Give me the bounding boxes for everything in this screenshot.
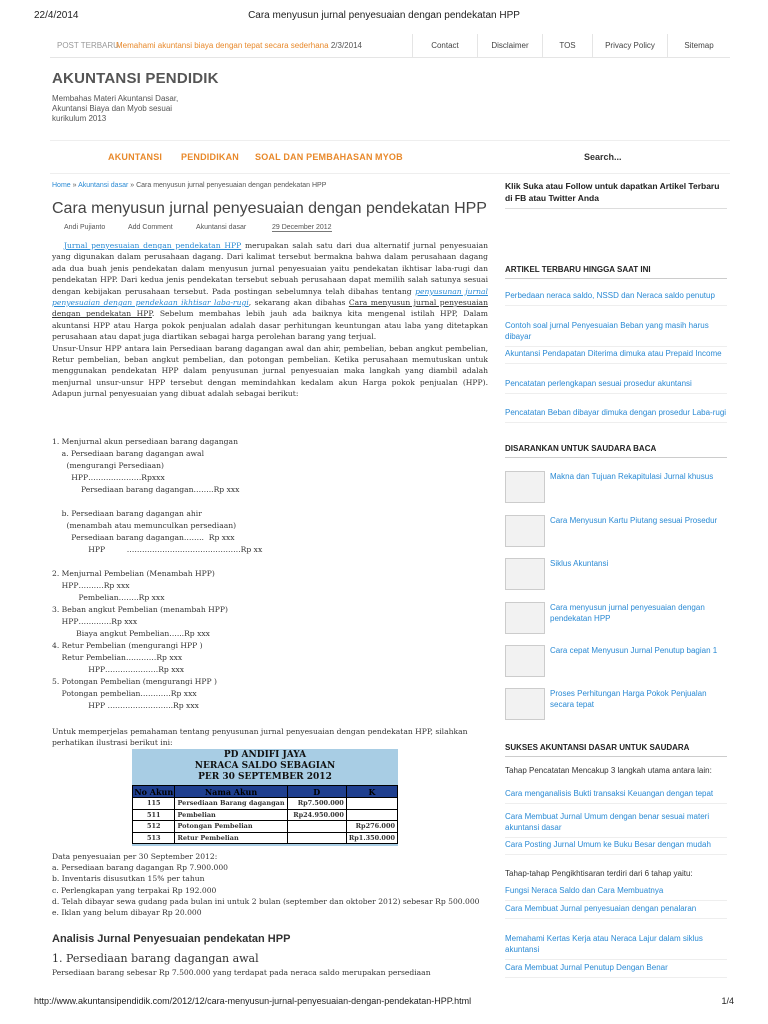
latest-post-label: POST TERBARU (57, 41, 119, 50)
success-link[interactable]: Cara Membuat Jurnal Umum dengan benar sesuai materi akuntansi dasar (505, 811, 727, 838)
latest-post-link[interactable]: Memahami akuntansi biaya dengan tepat secara sederhana 2/3/2014 (116, 41, 362, 50)
recommended-item[interactable]: Cara Menyusun Kartu Piutang sesuai Prosedur (505, 515, 727, 551)
disclaimer-link[interactable]: Disclaimer (477, 34, 542, 58)
thumbnail-image (505, 471, 545, 503)
journal-step-line: 3. Beban angkut Pembelian (menambah HPP) (52, 605, 228, 614)
tb-header-credit: K (346, 786, 397, 798)
journal-step-line: 1. Menjurnal akun persediaan barang dagangan (52, 437, 238, 446)
site-description: Membahas Materi Akuntansi Dasar, Akuntansi Biaya dan Myob sesuai kurikulum 2013 (52, 94, 179, 123)
table-row: 511 Pembelian Rp24.950.000 (133, 809, 398, 821)
journal-step-line: HPP ……………………..Rp xxx (52, 701, 199, 710)
tb-header-debit: D (287, 786, 346, 798)
latest-article-link[interactable]: Akuntansi Pendapatan Diterima dimuka atau Prepaid Income (505, 348, 727, 364)
trial-balance-table (132, 785, 398, 844)
nav-soal-dan-pembahasan[interactable]: SOAL DAN PEMBAHASAN (255, 152, 373, 162)
thumbnail-image (505, 688, 545, 720)
main-nav (50, 140, 730, 174)
breadcrumb-category[interactable]: Akuntansi dasar (78, 182, 129, 189)
recommended-item[interactable]: Cara cepat Menyusun Jurnal Penutup bagian 1 (505, 645, 727, 681)
print-footer (34, 996, 734, 1010)
latest-article-link[interactable]: Pencatatan Beban dibayar dimuka dengan prosedur Laba-rugi (505, 407, 727, 423)
post-date: 29 December 2012 (272, 224, 332, 231)
add-comment-link[interactable]: Add Comment (128, 224, 173, 231)
tos-link[interactable]: TOS (542, 34, 592, 58)
table-row: 115 Persediaan Barang dagangan Rp7.500.000 (133, 798, 398, 810)
recommended-item[interactable]: Makna dan Tujuan Rekapitulasi Jurnal khusus (505, 471, 727, 507)
journal-step-line (52, 496, 262, 508)
success-link[interactable]: Cara menganalisis Bukti transaksi Keuangan dengan tepat (505, 788, 727, 804)
success-link[interactable]: Memahami Kertas Kerja atau Neraca Lajur dalam siklus akuntansi (505, 933, 727, 960)
tb-company: PD ANDIFI JAYA (223, 750, 307, 760)
tb-title: NERACA SALDO SEBAGIAN (194, 761, 336, 771)
journal-step-line: HPP…………………Rpxxx (52, 473, 165, 482)
breadcrumb-current: Cara menyusun jurnal penyesuaian dengan pendekatan HPP (136, 182, 327, 189)
thumbnail-image (505, 602, 545, 634)
tb-header-no: No Akun (134, 786, 174, 797)
thumbnail-image (505, 645, 545, 677)
journal-step-line: HPP ………………………………………Rp xx (52, 545, 263, 554)
success-link[interactable]: Cara Membuat Jurnal Penutup Dengan Benar (505, 962, 727, 978)
hpp-elements-paragraph: Unsur-Unsur HPP antara lain Persediaan barang dagangan awal dan ahir, pembelian, beban angkut pembelian, Retur pembelian, beban angkut pembelian, dan potongan pembelian. Ketika perusahaan memutuskan untuk menggunakan pendekatan HPP dalam penyusunan jurnal penyesuaian maka langkah yang diambil adalah menjurnal unsur-unsur HPP tersebut dengan memindahkan kedalam akun Harga pokok penjualan (HPP). Adapun jurnal penyesuaian yang dibuat adalah sebagai berikut: (52, 343, 488, 399)
adjustment-data: Data penyesuaian per 30 September 2012: a. Persediaan barang dagangan Rp 7.900.000 b. Inventaris disusutkan 15% per tahun c. Perlengkapan yang terpakai Rp 192.000 d. Telah dibayar sewa gudang pada bulan ini untuk 2 bulan (september dan oktober 2012) sebesar Rp 500.000 e. Iklan yang belum dibayar Rp 20.000 (52, 852, 480, 918)
journal-step-line: Persediaan barang dagangan…….. Rp xxx (52, 533, 235, 542)
recommended-item[interactable]: Cara menyusun jurnal penyesuaian dengan pendekatan HPP (505, 602, 727, 638)
jurnal-hpp-link[interactable]: Jurnal penyesuaian dengan pendekatan HPP (64, 241, 242, 250)
illustration-intro: Untuk memperjelas pemahaman tentang penyusunan jurnal penyesuaian dengan pendekatan HPP, silahkan perhatikan ilustrasi berikut ini: (52, 727, 468, 748)
journal-step-line (52, 556, 262, 568)
site-title[interactable]: AKUNTANSI PENDIDIK (52, 70, 219, 87)
latest-articles-heading: ARTIKEL TERBARU HINGGA SAAT INI (505, 264, 727, 279)
success-link[interactable]: Fungsi Neraca Saldo dan Cara Membuatnya (505, 885, 727, 901)
latest-post-date: 2/3/2014 (330, 41, 362, 50)
ikhtisar-link[interactable]: penyusunan jurnal penyesuaian dengan pendekaan ikhtisar laba-rugi (52, 286, 488, 308)
journal-step-line: Persediaan barang dagangan……..Rp xxx (52, 485, 240, 494)
print-date: 22/4/2014 (34, 10, 79, 21)
print-title: Cara menyusun jurnal penyesuaian dengan pendekatan HPP (248, 10, 520, 21)
post-author[interactable]: Andi Pujianto (64, 224, 106, 231)
nav-akuntansi[interactable]: AKUNTANSI (108, 152, 163, 162)
success-heading: SUKSES AKUNTANSI DASAR UNTUK SAUDARA (505, 742, 727, 757)
contact-link[interactable]: Contact (412, 34, 477, 58)
table-row: 513 Retur Pembelian Rp1.350.000 (133, 832, 398, 844)
journal-step-line: 5. Potongan Pembelian (mengurangi HPP ) (52, 677, 218, 686)
success-link[interactable]: Cara Membuat Jurnal penyesuaian dengan penalaran (505, 903, 727, 919)
nav-myob[interactable]: MYOB (375, 152, 403, 162)
sitemap-link[interactable]: Sitemap (667, 34, 730, 58)
journal-step-line: HPP…………………Rp xxx (52, 665, 185, 674)
journal-steps (52, 436, 262, 712)
analysis-paragraph: Persediaan barang sebesar Rp 7.500.000 yang terdapat pada neraca saldo merupakan persediaan (52, 968, 431, 977)
thumbnail-image (505, 558, 545, 590)
follow-cta: Klik Suka atau Follow untuk dapatkan Artikel Terbaru di FB atau Twitter Anda (505, 180, 727, 209)
latest-article-link[interactable]: Contoh soal jurnal Penyesuaian Beban yang masih harus dibayar (505, 320, 727, 347)
nav-pendidikan[interactable]: PENDIDIKAN (181, 152, 240, 162)
latest-article-link[interactable]: Perbedaan neraca saldo, NSSD dan Neraca saldo penutup (505, 290, 727, 306)
breadcrumb-home[interactable]: Home (52, 182, 71, 189)
recommended-heading: DISARANKAN UNTUK SAUDARA BACA (505, 443, 727, 458)
recommended-item[interactable]: Proses Perhitungan Harga Pokok Penjualan secara tepat (505, 688, 727, 724)
top-bar (50, 34, 730, 58)
step3-intro: Tahap Pencatatan Mencakup 3 langkah utama antara lain: (505, 766, 712, 775)
latest-article-link[interactable]: Pencatatan perlengkapan sesuai prosedur akuntansi (505, 378, 727, 394)
section-subheading: 1. Persediaan barang dagangan awal (52, 952, 259, 965)
print-url: http://www.akuntansipendidik.com/2012/12/cara-menyusun-jurnal-penyesuaian-dengan-pendekatan-HPP.html (34, 996, 472, 1006)
journal-step-line: 2. Menjurnal Pembelian (Menambah HPP) (52, 569, 215, 578)
journal-step-line: (mengurangi Persediaan) (52, 461, 165, 470)
analysis-heading: Analisis Jurnal Penyesuaian pendekatan HPP (52, 933, 291, 945)
journal-step-line: 4. Retur Pembelian (mengurangi HPP ) (52, 641, 203, 650)
step6-intro: Tahap-tahap Pengikhtisaran terdiri dari 6 tahap yaitu: (505, 869, 693, 878)
breadcrumb: Home » Akuntansi dasar » Cara menyusun jurnal penyesuaian dengan pendekatan HPP (52, 182, 327, 189)
journal-step-line: a. Persediaan barang dagangan awal (52, 449, 204, 458)
journal-step-line: (menambah atau memunculkan persediaan) (52, 521, 237, 530)
intro-paragraph: Jurnal penyesuaian dengan pendekatan HPP merupakan salah satu dari dua alternatif jurnal penyesuaian yang digunakan dalam perusahaan dagang. Dari kalimat tersebut bermakna bahwa dalam perusahaan dagang ada dua buah jenis pendekatan dalam menyusun jurnal penyesuaian yaitu pendekatan ikhtisar laba-rugi dan pendekatan HPP. Dari kedua jenis pendekatan tersebut sebuah perusahaan dapat memilih salah satunya sesuai dengan kebijakan perusahaan tersebut. Pada postingan sebelumnya telah dibahas tentang penyusunan jurnal penyesuaian dengan pendekaan ikhtisar laba-rugi, sekarang akan dibahas Cara menyusun jurnal penyesuaian dengan pendekatan HPP. Sebelum membahas lebih jauh ada baiknya kita mengenal istilah HPP, Dalam akuntansi HPP atau Harga pokok penjualan adalah dasar perhitungan keuntungan atau laba yang ditetapkan perusahaan atau dapat juga diartikan sebagai harga perolehan barang yang terjual. (52, 241, 489, 342)
journal-step-line: Retur Pembelian…………Rp xxx (52, 653, 183, 662)
post-meta (52, 222, 482, 236)
article-body (52, 240, 488, 400)
table-row: 512 Potongan Pembelian Rp276.000 (133, 821, 398, 833)
privacy-policy-link[interactable]: Privacy Policy (592, 34, 667, 58)
print-header (0, 10, 768, 26)
success-link[interactable]: Cara Posting Jurnal Umum ke Buku Besar dengan mudah (505, 839, 727, 855)
search-input[interactable]: Search... (584, 152, 622, 162)
post-category[interactable]: Akuntansi dasar (196, 224, 247, 231)
journal-step-line: HPP………….Rp xxx (52, 617, 138, 626)
journal-step-line: Potongan pembelian…………Rp xxx (52, 689, 197, 698)
page-number: 1/4 (721, 996, 734, 1006)
recommended-item[interactable]: Siklus Akuntansi (505, 558, 727, 594)
post-title: Cara menyusun jurnal penyesuaian dengan pendekatan HPP (52, 200, 487, 217)
journal-step-line: Pembelian……..Rp xxx (52, 593, 165, 602)
trial-balance-image (132, 749, 398, 846)
tb-period: PER 30 SEPTEMBER 2012 (198, 772, 332, 782)
journal-step-line: b. Persediaan barang dagangan ahir (52, 509, 202, 518)
tb-header-name: Nama Akun (175, 786, 287, 798)
thumbnail-image (505, 515, 545, 547)
journal-step-line: HPP……….Rp xxx (52, 581, 130, 590)
journal-step-line: Biaya angkut Pembelian…...Rp xxx (52, 629, 210, 638)
